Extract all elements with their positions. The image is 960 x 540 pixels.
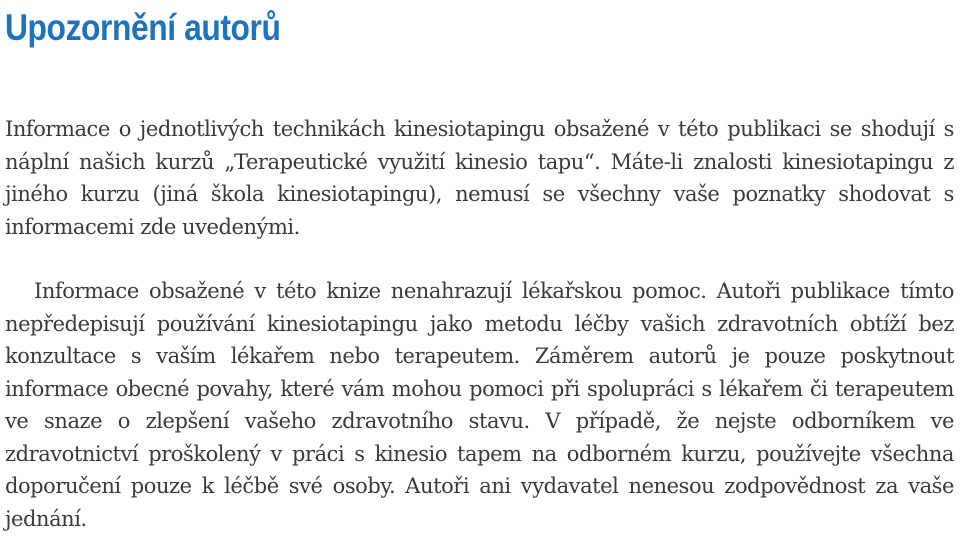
paragraph-course-info: Informace o jednotlivých technikách kinesiotapingu obsažené v této publikaci se shodují s náplní našich kurzů „Terapeutické využití kinesio tapu“. Máte-li znalosti kinesiotapingu z jiného kurzu (jiná škola kinesiotapingu), nemusí se všechny vaše poznatky shodovat s informacemi zde uvedenými. <box>5 117 954 239</box>
paragraph-medical-disclaimer: Informace obsažené v této knize nenahrazují lékařskou pomoc. Autoři publikace tímto nepředepisují používání kinesiotapingu jako metodu léčby vašich zdravotních obtíží bez konzultace s vaším lékařem nebo terapeutem. Záměrem autorů je pouze poskytnout informace obecné povahy, které vám mohou pomoci při spolupráci s lékařem či terapeutem ve snaze o zlepšení vašeho zdravotního stavu. V případě, že nejste odborníkem ve zdravotnictví proškolený v práci s kinesio tapem na odborném kurzu, používejte všechna doporučení pouze k léčbě své osoby. Autoři ani vydavatel nenesou zodpovědnost za vaše jednání. <box>5 279 954 531</box>
page-title: Upozornění autorů <box>5 7 281 48</box>
document-body <box>5 113 954 535</box>
